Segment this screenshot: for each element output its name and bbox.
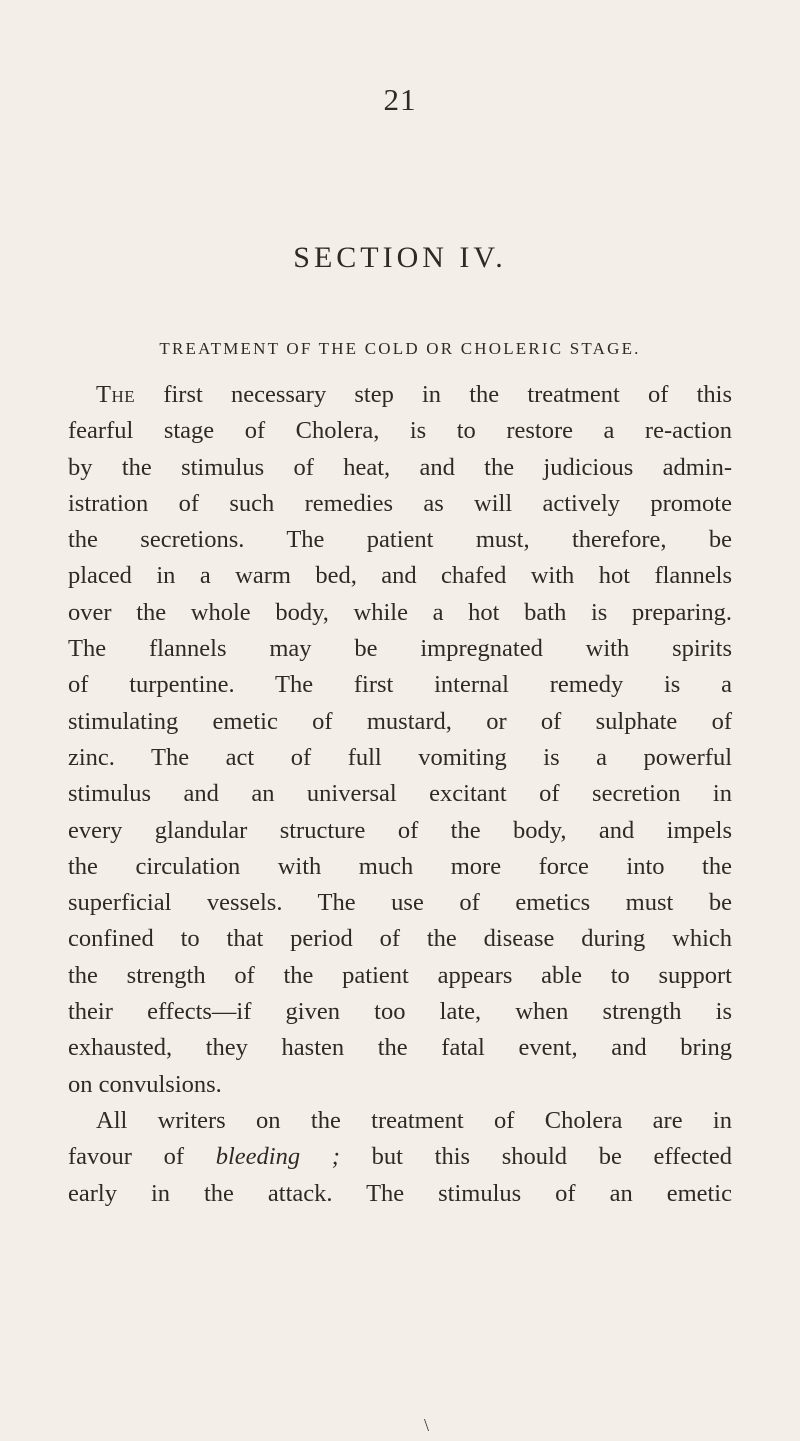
section-title: SECTION IV. [293, 241, 507, 274]
paragraph-2-line-1: All writers on the treatment of Cholera are in [96, 1106, 732, 1134]
footer-mark: \ [424, 1415, 430, 1435]
paragraph-1-line-10: stimulating emetic of mustard, or of sulphate of [68, 707, 732, 735]
paragraph-1-line-15: superficial vessels. The use of emetics must be [68, 889, 732, 917]
paragraph-1-line-12: stimulus and an universal excitant of secretion in [68, 780, 732, 808]
paragraph-1-line-5: the secretions. The patient must, therefore, be [68, 526, 732, 554]
paragraph-1-line-3: by the stimulus of heat, and the judicious admin- [68, 453, 732, 481]
body-text [68, 377, 732, 1212]
paragraph-1-line-16: confined to that period of the disease during which [68, 925, 732, 953]
paragraph-1-line-2: fearful stage of Cholera, is to restore a re-action [68, 417, 732, 445]
paragraph-1-line-13: every glandular structure of the body, and impels [68, 816, 732, 844]
paragraph-1-line-18: their effects—if given too late, when strength is [68, 998, 732, 1026]
paragraph-1-line-8: The flannels may be impregnated with spirits [68, 635, 732, 663]
paragraph-2-line-3: early in the attack. The stimulus of an emetic [68, 1179, 732, 1207]
paragraph-1-line-9: of turpentine. The first internal remedy is a [68, 671, 732, 699]
italic-bleeding-text: bleeding ; [215, 1143, 340, 1171]
paragraph-1-line-4: istration of such remedies as will actively promote [68, 489, 732, 517]
paragraph-1-last-line: on convulsions. [68, 1070, 222, 1098]
paragraph-1-line-7: over the whole body, while a hot bath is preparing. [68, 598, 732, 626]
section-subtitle: TREATMENT OF THE COLD OR CHOLERIC STAGE. [159, 339, 641, 358]
paragraph-1-line-17: the strength of the patient appears able to support [68, 961, 732, 989]
paragraph-lead-word: The [96, 381, 136, 408]
paragraph-1-line-11: zinc. The act of full vomiting is a powerful [68, 743, 732, 771]
paragraph-1-line-6: placed in a warm bed, and chafed with hot flannels [68, 562, 732, 590]
paragraph-1-line-1 [68, 377, 732, 413]
paragraph-2-line-2-after: but this should be effected [371, 1143, 732, 1171]
page-number: 21 [383, 82, 417, 117]
paragraph-1-line-14: the circulation with much more force into the [68, 852, 732, 880]
paragraph-1-line-1-rest: first necessary step in the treatment of this [163, 381, 733, 408]
paragraph-1 [68, 377, 732, 1103]
paragraph-2 [68, 1103, 732, 1212]
paragraph-2-line-2 [68, 1139, 732, 1175]
paragraph-2-line-2-before: favour of [68, 1143, 185, 1171]
paragraph-1-line-19: exhausted, they hasten the fatal event, and bring [68, 1034, 732, 1062]
